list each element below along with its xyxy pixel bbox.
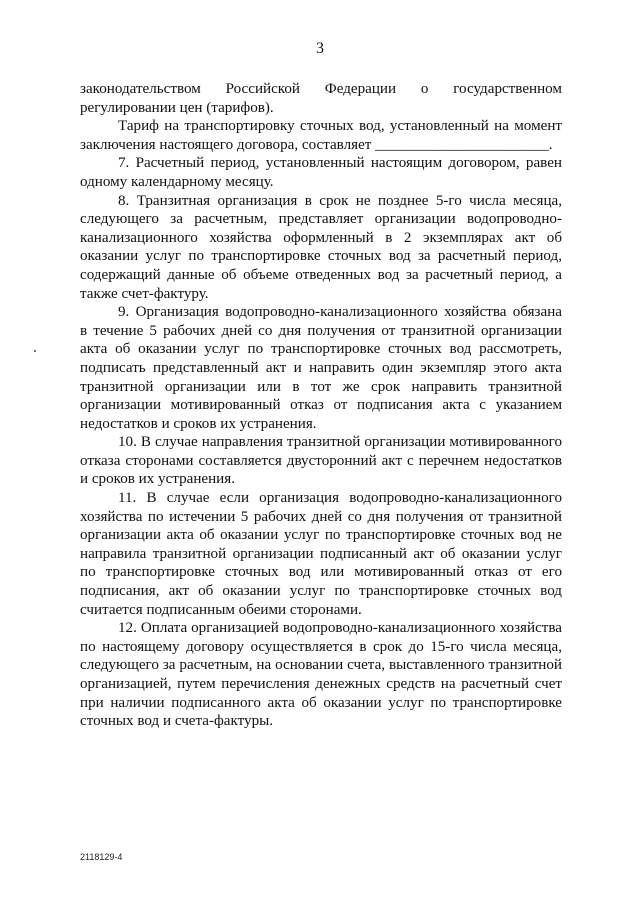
paragraph-12: 12. Оплата организацией водопроводно-канализационного хозяйства по настоящему договору осуществляется в срок до 15-го числа месяца, следующего за расчетным, на основании счета, выставленного транзитной организацией, путем перечисления денежных средств на расчетный счет при наличии подписанного акта об оказании услуг по транспортировке сточных вод и счета-фактуры.	[80, 620, 562, 730]
paragraph-9: 9. Организация водопроводно-канализационного хозяйства обязана в течение 5 рабочих дней со дня получения от транзитной организации акта об оказании услуг по транспортировке сточных вод рассмотреть, подписать представленный акт и направить один экземпляр этого акта транзитной организации или в тот же срок направить транзитной организации мотивированный отказ от подписания акта с указанием недостатков и сроков их устранения.	[80, 304, 562, 432]
paragraph-10: 10. В случае направления транзитной организации мотивированного отказа сторонами составляется двусторонний акт с перечнем недостатков и сроков их устранения.	[80, 434, 562, 488]
paragraph-continuation: законодательством Российской Федерации о государственном регулировании цен (тарифов).	[80, 81, 562, 116]
paragraph-tariff: Тариф на транспортировку сточных вод, установленный на момент заключения настоящего договора, составляет _______________________.	[80, 118, 562, 153]
page-number: 3	[316, 40, 324, 57]
paragraph-11: 11. В случае если организация водопроводно-канализационного хозяйства по истечении 5 рабочих дней со дня получения от транзитной организации акта об оказании услуг по транспортировке сточных вод не направила транзитной организации подписанный акт об оказании услуг по транспортировке сточных вод или мотивированный отказ от его подписания, акт об оказании услуг по транспортировке сточных вод считается подписанным обеими сторонами.	[80, 490, 562, 618]
paragraph-7: 7. Расчетный период, установленный настоящим договором, равен одному календарному месяцу.	[80, 155, 562, 190]
document-code: 2118129-4	[80, 852, 123, 862]
scan-mark	[34, 350, 36, 352]
paragraph-8: 8. Транзитная организация в срок не позднее 5-го числа месяца, следующего за расчетным, представляет организации водопроводно-канализационного хозяйства оформленный в 2 экземплярах акт об оказании услуг по транспортировке сточных вод за расчетный период, содержащий данные об объеме отведенных вод за расчетный период, а также счет-фактуру.	[80, 192, 562, 302]
document-body	[80, 80, 562, 731]
